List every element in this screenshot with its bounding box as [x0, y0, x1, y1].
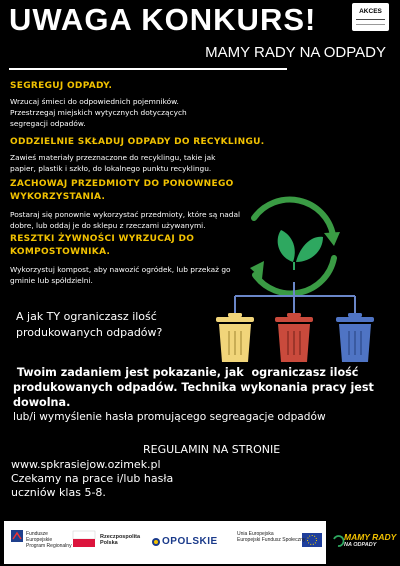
logo-text-line: Unia Europejska: [237, 531, 274, 537]
recycle-mini-icon: [334, 536, 344, 546]
opolskie-text: OPOLSKIE: [162, 536, 218, 547]
logo-text-line: Europejski Fundusz Społeczny: [237, 537, 306, 543]
logo-text-line: MAMY RADY: [344, 532, 397, 542]
question-line: produkowanych odpadów?: [16, 326, 163, 339]
task-line: Twoim zadaniem jest pokazanie, jak ograniczasz ilość: [13, 366, 359, 379]
tip-line: segregacji odpadów.: [10, 119, 86, 128]
tip-heading-segregate: SEGREGUJ ODPADY.: [10, 81, 113, 91]
regulamin-note: REGULAMIN NA STRONIE: [143, 443, 281, 456]
question-line: A jak TY ograniczasz ilość: [16, 310, 157, 323]
tip-line: Postaraj się ponownie wykorzystać przedmioty, które są nadal: [10, 210, 241, 219]
tip-line: dobre, lub oddaj je do sklepu z rzeczami używanymi.: [10, 221, 206, 230]
tip-heading-line: ZACHOWAJ PRZEDMIOTY DO PONOWNEGO: [10, 179, 234, 189]
task-line: dowolna.: [13, 396, 71, 409]
logo-text-line: Polska: [100, 540, 118, 546]
page-title: UWAGA KONKURS!: [9, 2, 317, 37]
task-line: produkowanych odpadów. Technika wykonania pracy jest: [13, 381, 374, 394]
tip-line: Przestrzegaj miejskich wytycznych dotyczących: [10, 108, 187, 117]
subtitle: MAMY RADY NA ODPADY: [205, 44, 386, 61]
tip-line: Wrzucaj śmieci do odpowiednich pojemników.: [10, 97, 179, 106]
tip-heading-line: KOMPOSTOWNIKA.: [10, 247, 111, 257]
logo-text-line: NA ODPADY: [344, 542, 377, 548]
logo-text-line: Program Regionalny: [26, 543, 72, 549]
contact-line: Czekamy na prace i/lub hasła: [11, 472, 174, 485]
akces-label: AKCES: [359, 8, 382, 15]
tip-line: Wykorzystuj kompost, aby nawozić ogródek, lub przekaż go: [10, 265, 231, 274]
contact-line: uczniów klas 5-8.: [11, 486, 106, 499]
logo-text-line: Rzeczpospolita: [100, 534, 141, 540]
tip-heading-line: RESZTKI ŻYWNOŚCI WYRZUCAJ DO: [10, 234, 195, 244]
mamy-rady-logo: [344, 533, 396, 549]
tip-line: papier, plastik i szkło, do lokalnego punktu recyklingu.: [10, 164, 212, 173]
logo-text-line: Fundusze: [26, 531, 48, 537]
task-line: lub/i wymyślenie hasła promującego segreagacje odpadów: [13, 411, 326, 423]
tip-heading-recycling: ODDZIELNIE SKŁADUJ ODPADY DO RECYKLINGU.: [10, 137, 265, 147]
tip-heading-line: WYKORZYSTANIA.: [10, 192, 106, 202]
website-link[interactable]: www.spkrasiejow.ozimek.pl: [11, 458, 161, 471]
tip-line: gminie lub spółdzielni.: [10, 276, 93, 285]
logo-text-line: Europejskie: [26, 537, 53, 543]
tip-line: Zawieś materiały przeznaczone do recyklingu, takie jak: [10, 153, 216, 162]
